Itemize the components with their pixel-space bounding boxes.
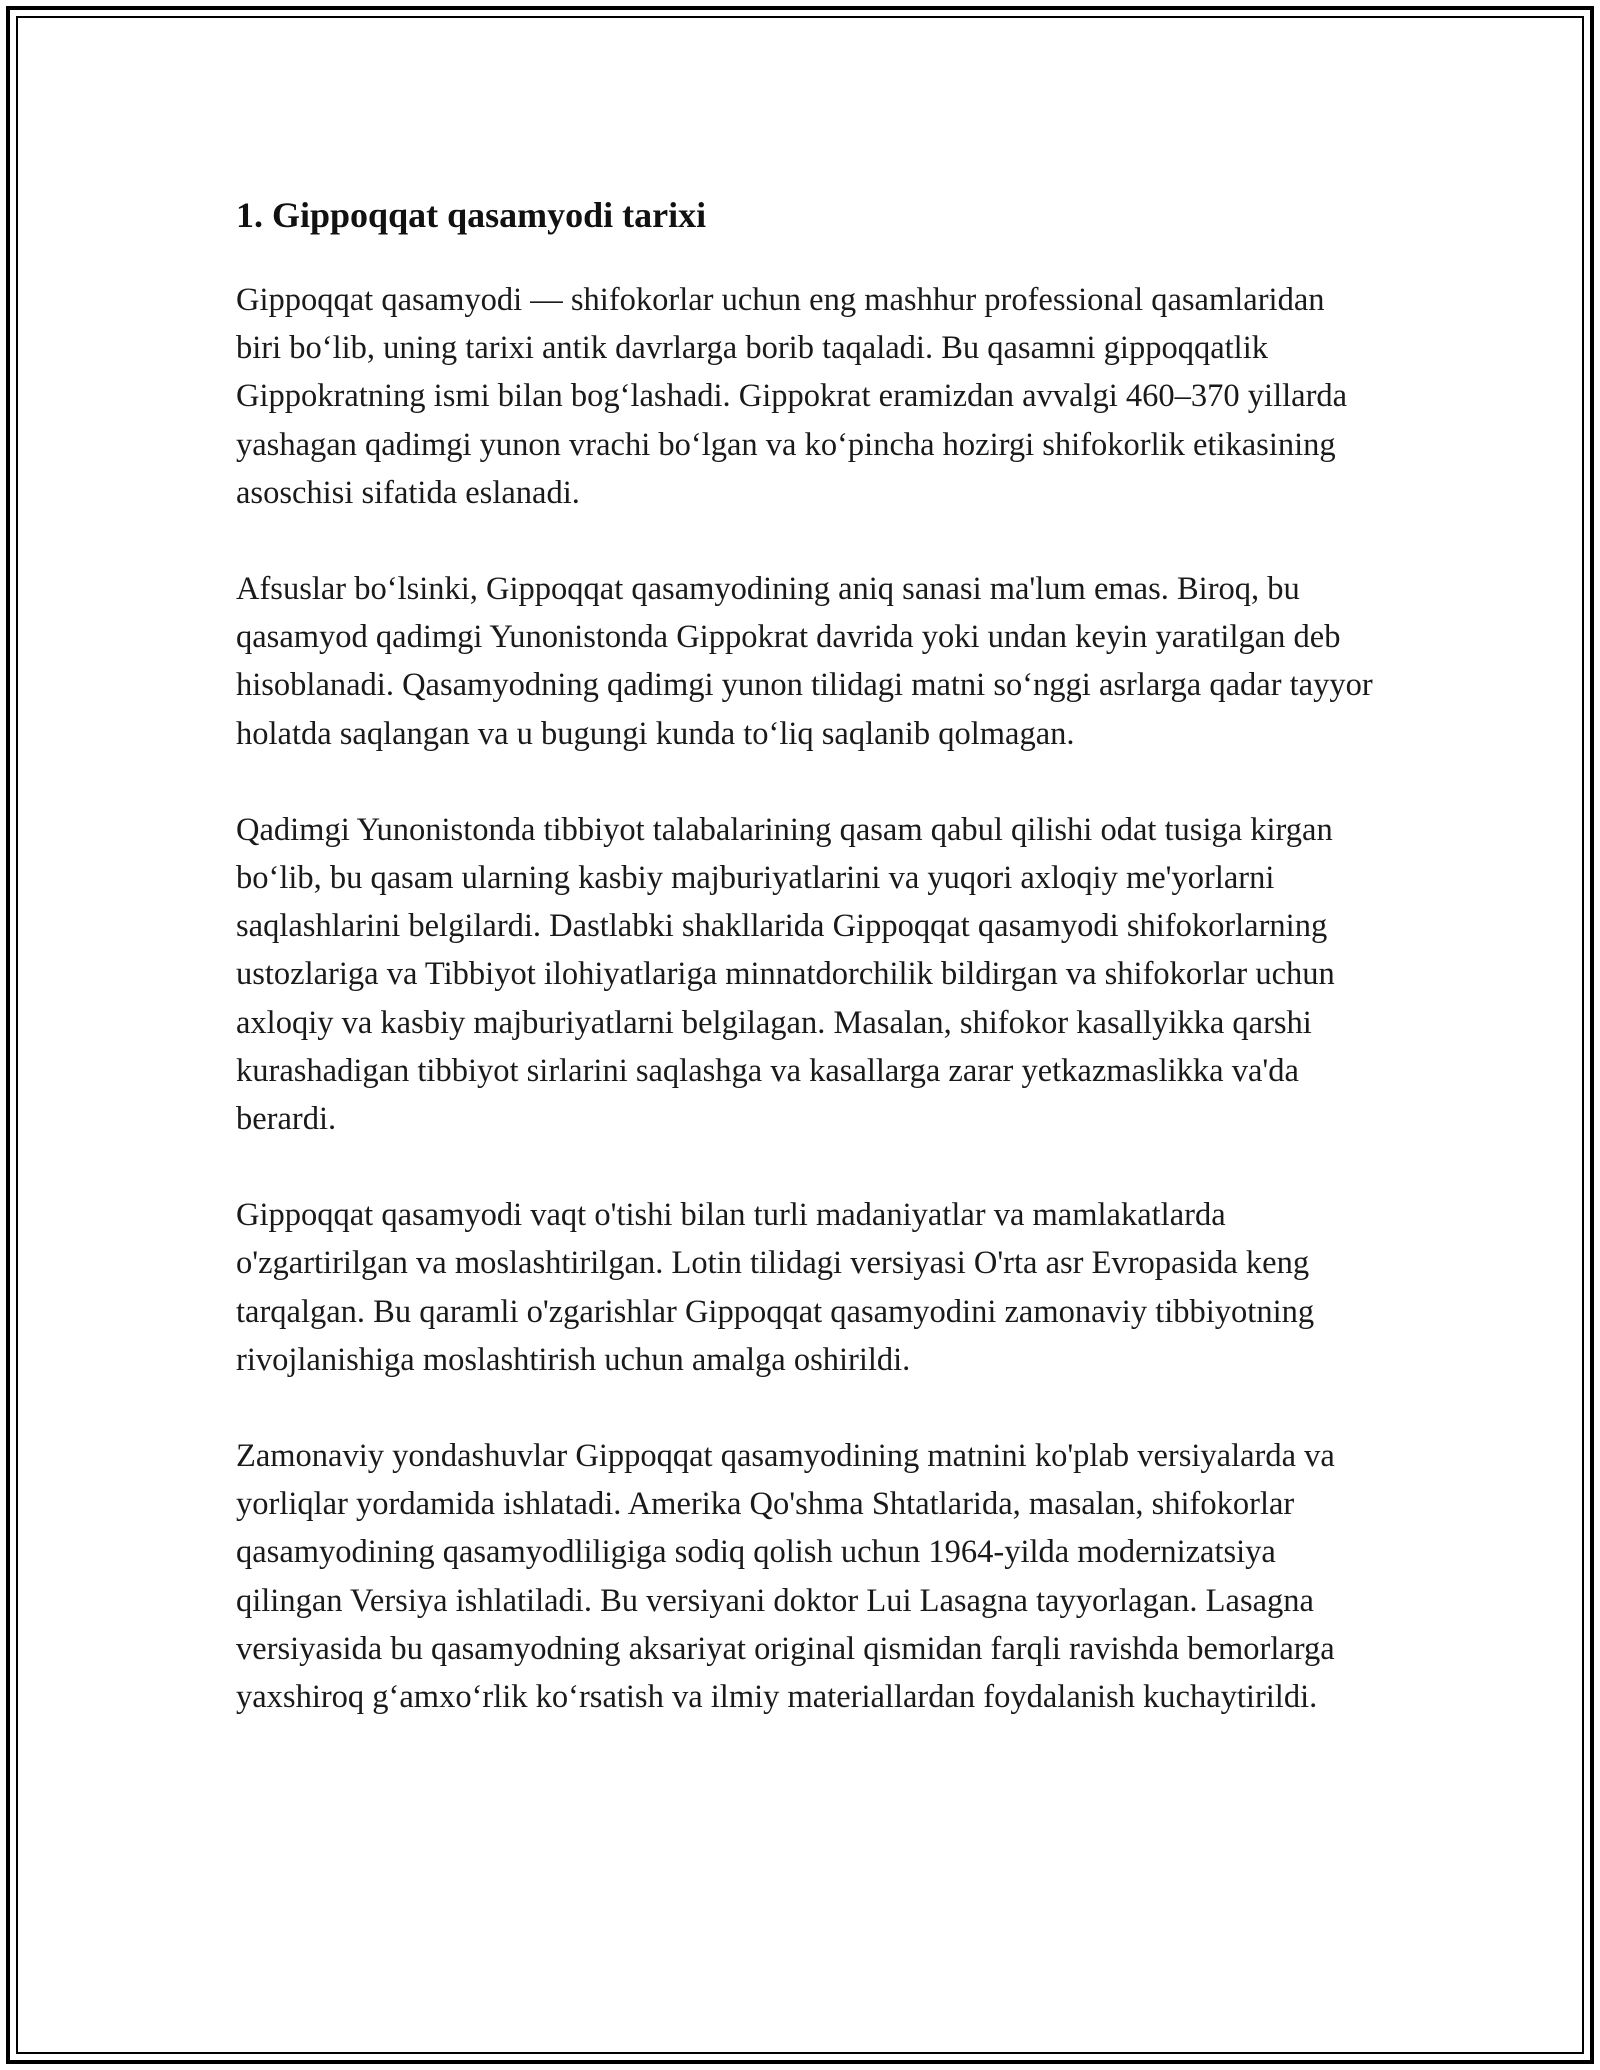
paragraph-1: Gippoqqat qasamyodi — shifokorlar uchun eng mashhur professional qasamlaridan biri bo‘lib, uning tarixi antik davrlarga borib taqaladi. Bu qasamni gippoqqatlik Gippokratning ismi bilan bog‘lashadi. Gippokrat eramizdan avvalgi 460–370 yillarda yashagan qadimgi yunon vrachi bo‘lgan va ko‘pincha hozirgi shifokorlik etikasining asoschisi sifatida eslanadi. <box>236 282 1348 511</box>
paragraph-3: Qadimgi Yunonistonda tibbiyot talabalarining qasam qabul qilishi odat tusiga kirgan bo‘lib, bu qasam ularning kasbiy majburiyatlarini va yuqori axloqiy me'yorlarni saqlashlarini belgilardi. Dastlabki shakllarida Gippoqqat qasamyodi shifokorlarning ustozlariga va Tibbiyot ilohiyatlariga minnatdorchilik bildirgan va shifokorlar uchun axloqiy va kasbiy majburiyatlarni belgilagan. Masalan, shifokor kasallyikka qarshi kurashadigan tibbiyot sirlarini saqlashga va kasallarga zarar yetkazmaslikka va'da berardi. <box>236 811 1335 1138</box>
document-body <box>236 182 1376 1769</box>
paragraph-2: Afsuslar bo‘lsinki, Gippoqqat qasamyodining aniq sanasi ma'lum emas. Biroq, bu qasamyod qadimgi Yunonistonda Gippokrat davrida yoki undan keyin yaratilgan deb hisoblanadi. Qasamyodning qadimgi yunon tilidagi matni so‘nggi asrlarga qadar tayyor holatda saqlangan va u bugungi kunda to‘liq saqlanib qolmagan. <box>236 571 1373 752</box>
paragraph-4: Gippoqqat qasamyodi vaqt o'tishi bilan turli madaniyatlar va mamlakatlarda o'zgartirilgan va moslashtirilgan. Lotin tilidagi versiyasi O'rta asr Evropasida keng tarqalgan. Bu qaramli o'zgarishlar Gippoqqat qasamyodini zamonaviy tibbiyotning rivojlanishiga moslashtirish uchun amalga oshirildi. <box>236 1197 1315 1378</box>
paragraph-5: Zamonaviy yondashuvlar Gippoqqat qasamyodining matnini ko'plab versiyalarda va yorliqlar yordamida ishlatadi. Amerika Qo'shma Shtatlarida, masalan, shifokorlar qasamyodining qasamyodliligiga sodiq qolish uchun 1964-yilda modernizatsiya qilingan Versiya ishlatiladi. Bu versiyani doktor Lui Lasagna tayyorlagan. Lasagna versiyasida bu qasamyodning aksariyat original qismidan farqli ravishda bemorlarga yaxshiroq g‘amxo‘rlik ko‘rsatish va ilmiy materiallardan foydalanish kuchaytirildi. <box>236 1438 1335 1716</box>
page-title: 1. Gippoqqat qasamyodi tarixi <box>236 195 707 235</box>
